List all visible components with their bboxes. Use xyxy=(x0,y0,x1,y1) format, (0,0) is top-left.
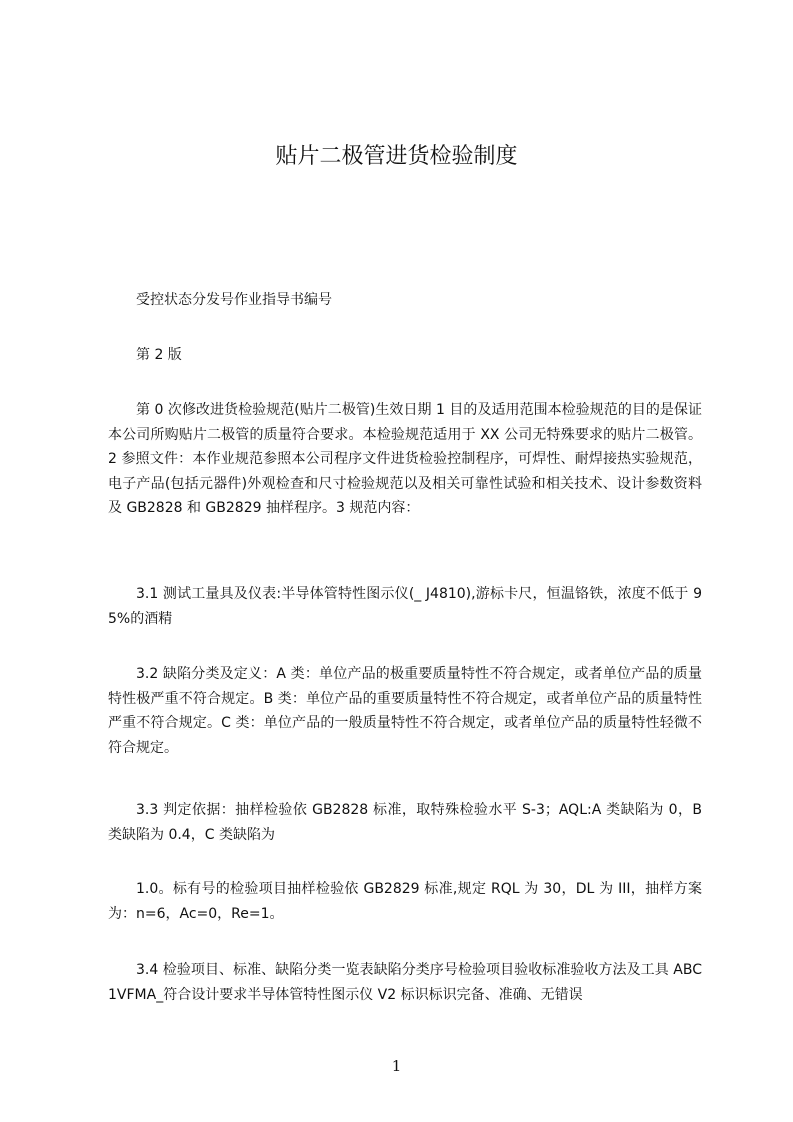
version-line: 第 2 版 xyxy=(136,347,182,363)
page-number: 1 xyxy=(391,1057,402,1075)
control-status-line: 受控状态分发号作业指导书编号 xyxy=(136,292,332,308)
paragraph-tools: 3.1 测试工量具及仪表:半导体管特性图示仪(_ J4810),游标卡尺，恒温铬铁，浓度不低于 95%的酒精 xyxy=(108,586,702,627)
paragraph-judgment-basis: 3.3 判定依据：抽样检验依 GB2828 标准，取特殊检验水平 S-3；AQL:A 类缺陷为 0，B 类缺陷为 0.4，C 类缺陷为 xyxy=(108,802,702,843)
page-title: 贴片二极管进货检验制度 xyxy=(275,144,518,169)
paragraph-sampling-plan: 1.0。标有号的检验项目抽样检验依 GB2829 标准,规定 RQL 为 30，DL 为 III，抽样方案为：n=6，Ac=0，Re=1。 xyxy=(108,881,702,922)
paragraph-inspection-items: 3.4 检验项目、标准、缺陷分类一览表缺陷分类序号检验项目验收标准验收方法及工具 ABC1VFMA_符合设计要求半导体管特性图示仪 V2 标识标识完备、准确、无错误 xyxy=(108,962,702,1003)
paragraph-scope-references: 第 0 次修改进货检验规范(贴片二极管)生效日期 1 目的及适用范围本检验规范的目的是保证本公司所购贴片二极管的质量符合要求。本检验规范适用于 XX 公司无特殊要求的贴片二极管。2 参照文件：本作业规范参照本公司程序文件进货检验控制程序，可焊性、耐焊接热实验规范，电子产品(包括元器件)外观检查和尺寸检验规范以及相关可靠性试验和相关技术、设计参数资料及 GB2828 和 GB2829 抽样程序。3 规范内容： xyxy=(108,402,702,516)
paragraph-defect-classification: 3.2 缺陷分类及定义：A 类：单位产品的极重要质量特性不符合规定，或者单位产品的质量特性极严重不符合规定。B 类：单位产品的重要质量特性不符合规定，或者单位产品的质量特性严重不符合规定。C 类：单位产品的一般质量特性不符合规定，或者单位产品的质量特性轻微不符合规定。 xyxy=(108,666,702,756)
